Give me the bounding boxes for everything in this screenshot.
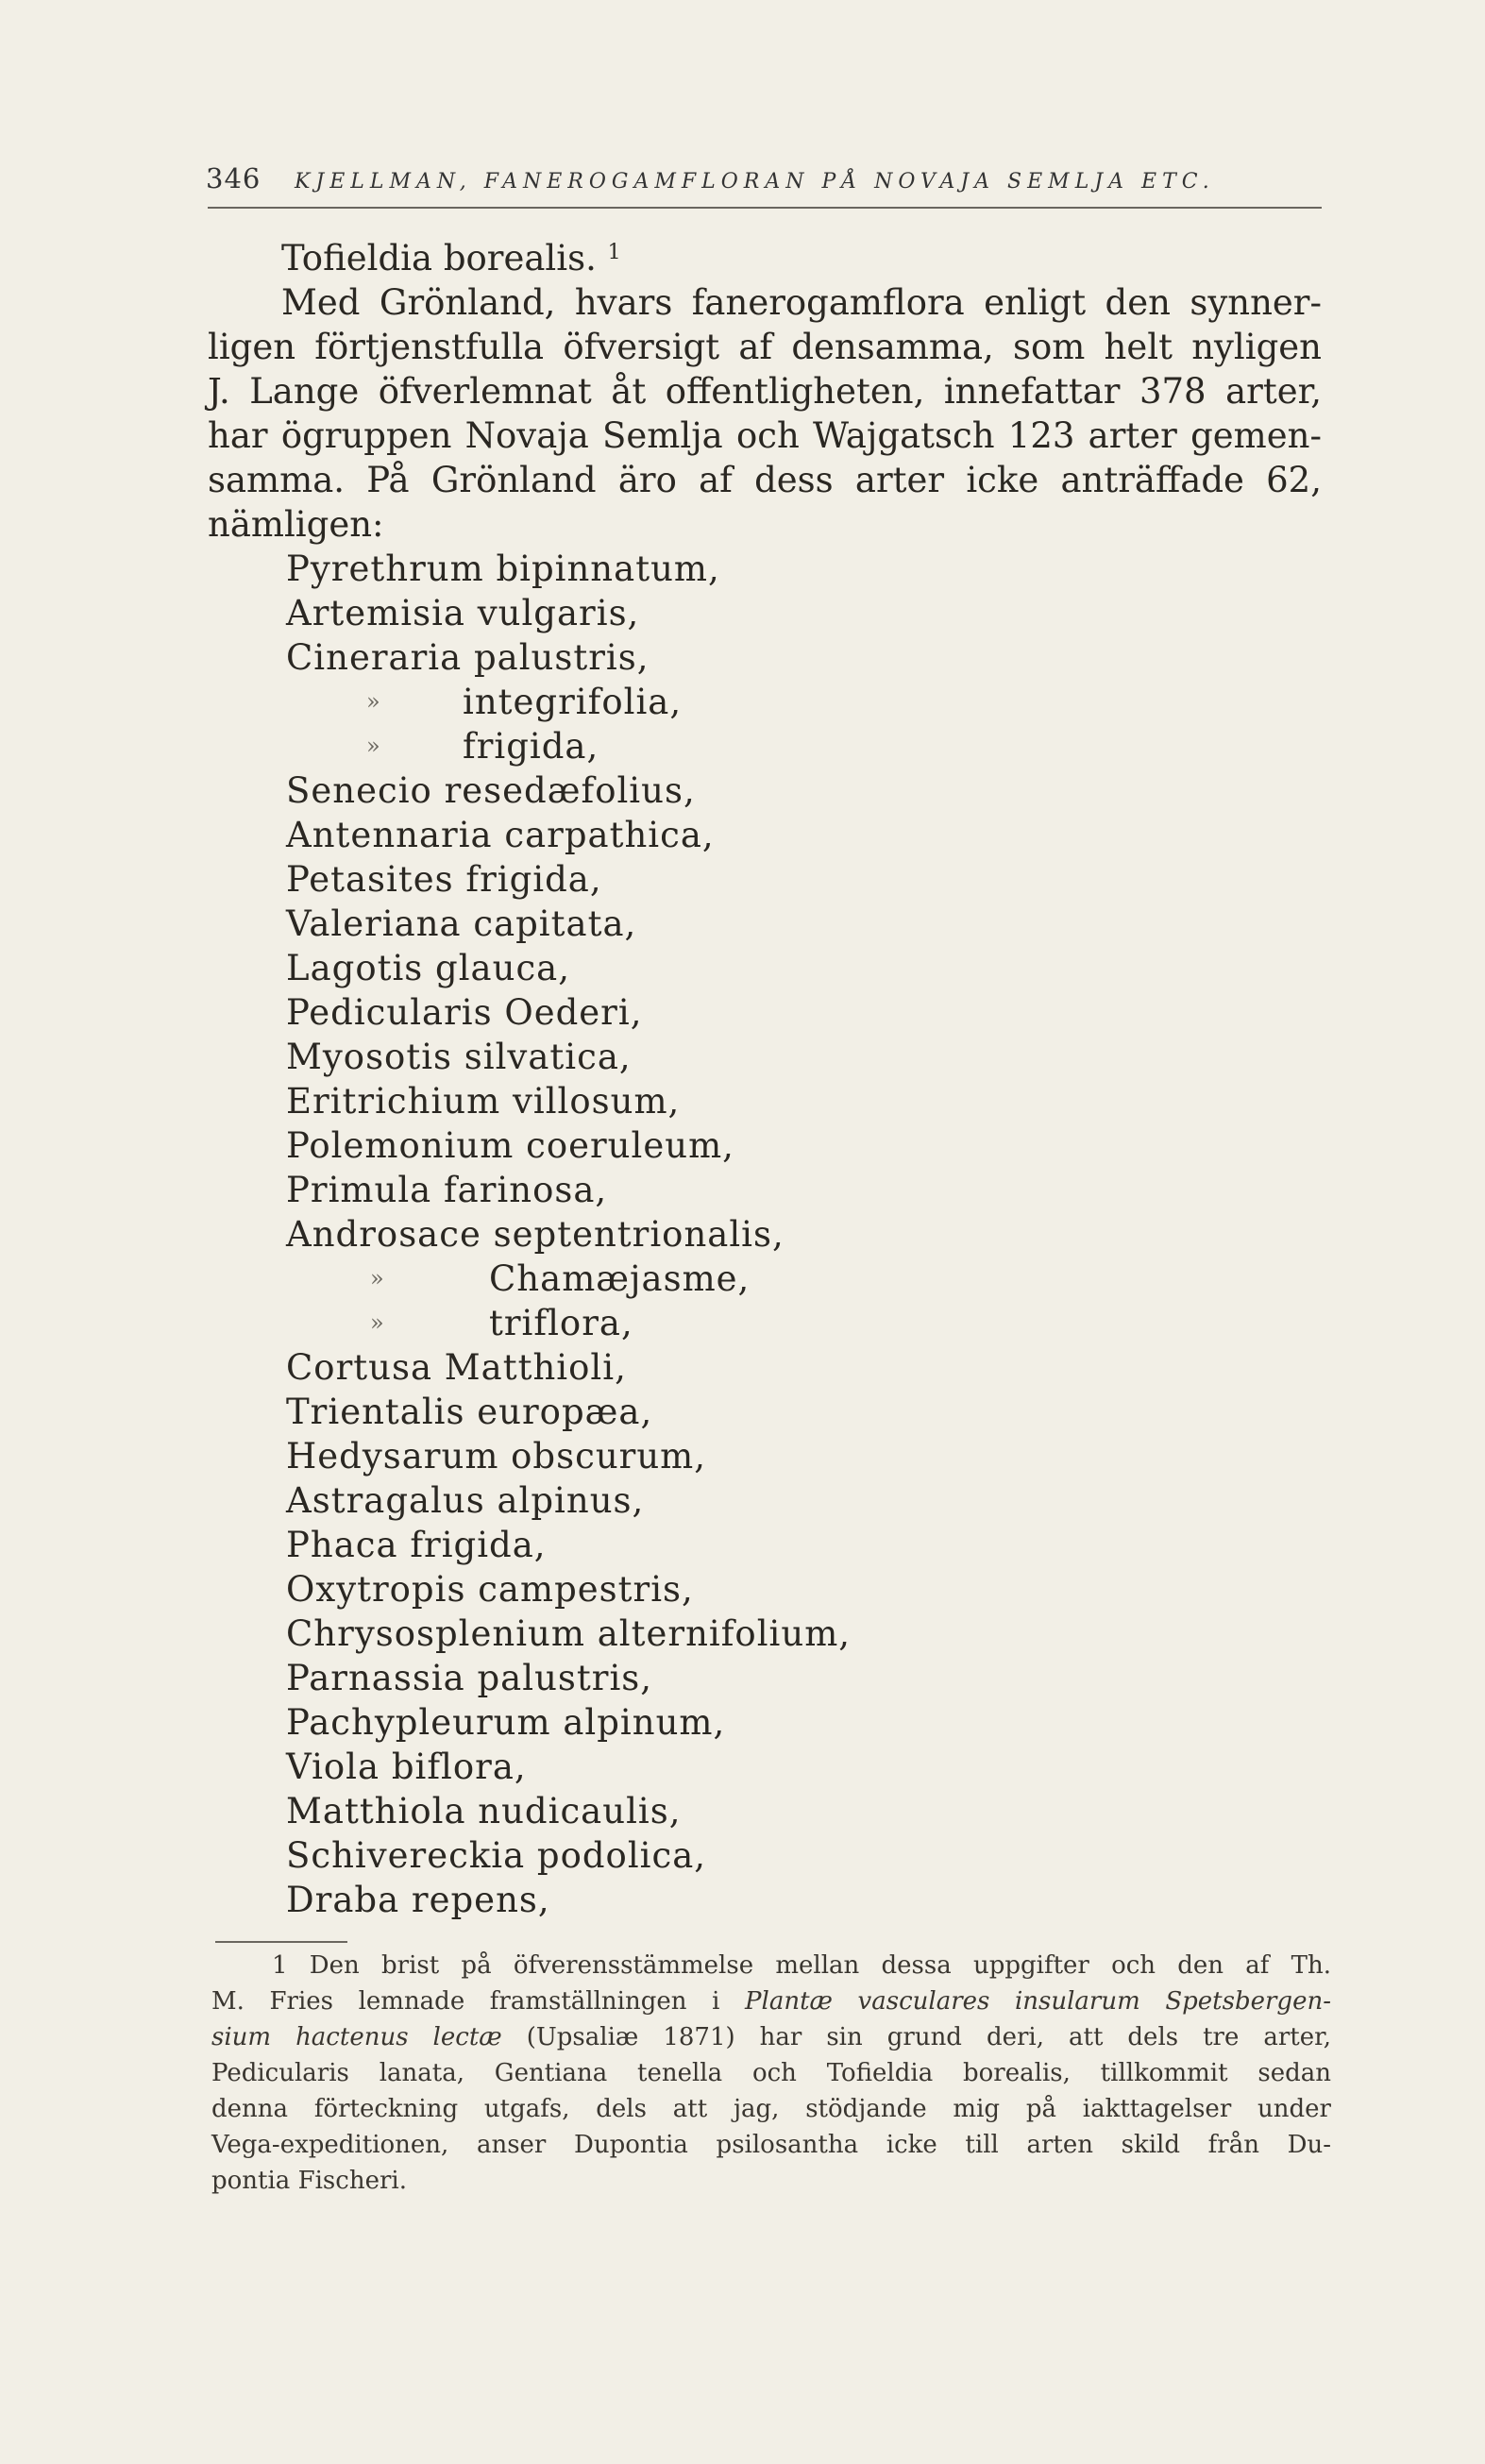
footnote-mark: 1	[272, 1951, 288, 1980]
species-item	[208, 1700, 1322, 1745]
species-name: triflora,	[489, 1303, 633, 1343]
species-item	[208, 1612, 1322, 1656]
species-name: Draba repens,	[286, 1880, 550, 1920]
species-name: Senecio resedæfolius,	[286, 770, 696, 811]
species-name: Oxytropis campestris,	[286, 1569, 694, 1610]
species-item	[208, 680, 1322, 724]
footnote-line-5: denna förteckning utgafs, dels att jag, stödjande mig på iakttagelser under	[211, 2095, 1331, 2123]
species-item	[208, 1523, 1322, 1567]
species-name: Trientalis europæa,	[286, 1392, 653, 1432]
species-list	[208, 547, 1322, 1922]
species-item	[208, 1567, 1322, 1612]
species-item	[208, 1168, 1322, 1212]
species-item	[208, 1878, 1322, 1922]
species-name: Antennaria carpathica,	[286, 815, 715, 855]
species-item	[208, 1745, 1322, 1789]
species-item	[208, 635, 1322, 680]
footnote-line-2	[211, 1983, 1331, 2019]
species-item	[208, 591, 1322, 635]
footnote-text: Den brist på öfverensstämmelse mellan dessa uppgifter och den af Th.	[309, 1951, 1331, 1980]
species-name: Artemisia vulgaris,	[286, 593, 640, 633]
ditto-mark: »	[366, 733, 380, 759]
footnote-citation: sium hactenus lectæ	[211, 2023, 502, 2051]
species-name: Cortusa Matthioli,	[286, 1347, 627, 1388]
intro-line-2: ligen förtjenstfulla öfversigt af densamma, som helt nyligen	[208, 327, 1322, 367]
intro-line-1: Med Grönland, hvars fanerogamflora enligt den synner-	[281, 282, 1322, 323]
species-name: Chrysosplenium alternifolium,	[286, 1613, 852, 1654]
species-name: Eritrichium villosum,	[286, 1081, 681, 1122]
footnote-text: M. Fries lemnade framställningen i	[211, 1987, 746, 2016]
species-item	[208, 1833, 1322, 1878]
species-name: Primula farinosa,	[286, 1170, 608, 1210]
species-item	[208, 857, 1322, 902]
species-name: Phaca frigida,	[286, 1525, 547, 1565]
species-name: Pedicularis Oederi,	[286, 992, 643, 1033]
species-item	[208, 768, 1322, 813]
running-header	[206, 162, 1320, 194]
footnote-reference: 1	[607, 241, 621, 264]
species-name: Polemonium coeruleum,	[286, 1125, 734, 1166]
species-name: Myosotis silvatica,	[286, 1037, 632, 1077]
species-name: Schivereckia podolica,	[286, 1835, 707, 1876]
species-name: Parnassia palustris,	[286, 1658, 653, 1698]
species-item	[208, 1656, 1322, 1700]
intro-line-5: samma. På Grönland äro af dess arter icke anträffade 62,	[208, 460, 1322, 500]
species-item	[208, 813, 1322, 857]
species-name: Matthiola nudicaulis,	[286, 1791, 682, 1831]
species-item	[208, 1035, 1322, 1079]
species-name: Cineraria palustris,	[286, 637, 650, 678]
species-item	[208, 1345, 1322, 1390]
intro-line-3: J. Lange öfverlemnat åt offentligheten, innefattar 378 arter,	[208, 371, 1322, 412]
heading-line	[208, 236, 1322, 280]
species-name: Astragalus alpinus,	[286, 1480, 645, 1521]
intro-line-6: nämligen:	[208, 504, 384, 545]
species-name: Valeriana capitata,	[286, 903, 637, 944]
species-item	[208, 946, 1322, 990]
species-item	[208, 1478, 1322, 1523]
species-name: Pyrethrum bipinnatum,	[286, 548, 720, 589]
species-item	[208, 990, 1322, 1035]
footnote-rule	[215, 1941, 347, 1943]
species-name: Chamæjasme,	[489, 1258, 751, 1299]
footnote-line-4: Pedicularis lanata, Gentiana tenella och Tofieldia borealis, tillkommit sedan	[211, 2059, 1331, 2087]
intro-paragraph	[208, 236, 1322, 547]
species-item	[208, 902, 1322, 946]
species-name: integrifolia,	[463, 682, 683, 722]
species-name: Lagotis glauca,	[286, 948, 570, 988]
main-text	[208, 236, 1322, 1922]
species-item	[208, 1212, 1322, 1257]
ditto-mark: »	[370, 1265, 384, 1291]
species-name: Petasites frigida,	[286, 859, 602, 900]
footnote-text: (Upsaliæ 1871) har sin grund deri, att dels tre arter,	[501, 2023, 1331, 2051]
species-name: Pachypleurum alpinum,	[286, 1702, 726, 1743]
species-item	[208, 547, 1322, 591]
footnote-citation: Plantæ vasculares insularum Spetsbergen-	[745, 1987, 1331, 2016]
heading: Tofieldia borealis.	[281, 238, 597, 278]
species-name: frigida,	[463, 726, 599, 767]
species-item	[208, 724, 1322, 768]
species-name: Hedysarum obscurum,	[286, 1436, 707, 1477]
footnote	[211, 1948, 1331, 2199]
header-rule	[208, 207, 1322, 209]
species-name: Androsace septentrionalis,	[286, 1214, 785, 1255]
species-item	[208, 1789, 1322, 1833]
footnote-line-3	[211, 2019, 1331, 2055]
page-number: 346	[206, 162, 262, 194]
running-title: KJELLMAN, FANEROGAMFLORAN PÅ NOVAJA SEMLJA ETC.	[294, 170, 1215, 194]
species-item	[208, 1390, 1322, 1434]
footnote-line-7: pontia Fischeri.	[211, 2167, 407, 2195]
ditto-mark: »	[370, 1309, 384, 1336]
species-item	[208, 1123, 1322, 1168]
species-name: Viola biflora,	[286, 1747, 527, 1787]
intro-line-4: har ögruppen Novaja Semlja och Wajgatsch 123 arter gemen-	[208, 415, 1322, 456]
footnote-line-6: Vega-expeditionen, anser Dupontia psilosantha icke till arten skild från Du-	[211, 2131, 1331, 2159]
ditto-mark: »	[366, 688, 380, 715]
footnote-line-1	[211, 1948, 1331, 1983]
species-item	[208, 1434, 1322, 1478]
species-item	[208, 1257, 1322, 1301]
species-item	[208, 1301, 1322, 1345]
species-item	[208, 1079, 1322, 1123]
